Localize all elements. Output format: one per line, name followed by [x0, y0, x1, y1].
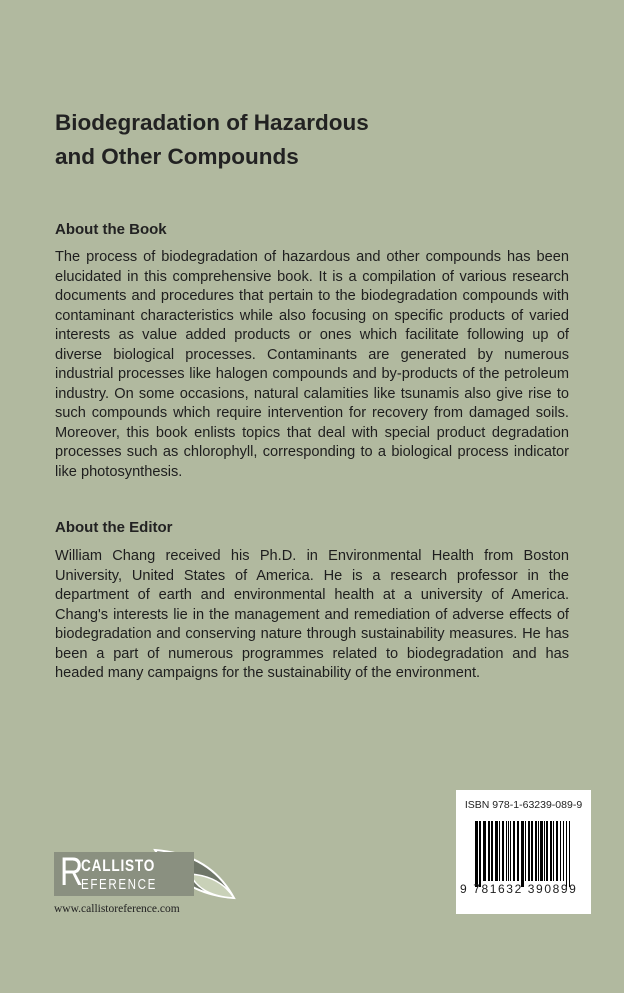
barcode-digits: 9 781632 390899 [460, 882, 578, 896]
about-book-heading: About the Book [55, 221, 167, 238]
barcode-bar [540, 821, 543, 881]
publisher-logo [54, 852, 194, 896]
title-line-1: Biodegradation of Hazardous [55, 110, 369, 135]
logo-r: R [60, 850, 84, 894]
barcode-bar [495, 821, 498, 881]
barcode-bar [491, 821, 493, 881]
barcode-bar [544, 821, 545, 881]
barcode-bar [510, 821, 511, 881]
publisher-url: www.callistoreference.com [54, 903, 180, 915]
title-line-2: and Other Compounds [55, 144, 299, 169]
barcode-bar [531, 821, 533, 881]
barcode-bar [560, 821, 561, 881]
barcode-bar [538, 821, 539, 881]
about-book-text: The process of biodegradation of hazardous and other compounds has been elucidated in this comprehensive book. It is a compilation of various research documents and procedures that pertain to the biodegradation compounds with contaminant characteristics while also focusing on specific products of varied interests as value added products or ones which facilitate following up of diverse biological processes. Contaminants are generated by numerous industrial processes like halogen compounds and by-products of the petroleum industry. On some occasions, natural calamities like tsunamis also give rise to such compounds which require intervention for recovery from damaged soils. Moreover, this book enlists topics that deal with special product degradation processes such as chlorophyll, corresponding to a biological process indicator like photosynthesis. [55, 249, 569, 480]
barcode-bar [546, 821, 548, 881]
barcode-bar [517, 821, 519, 881]
barcode-bar [550, 821, 552, 881]
barcode-bar [569, 821, 570, 887]
barcode-bar [525, 821, 526, 881]
barcode-bar [475, 821, 478, 887]
barcode-bar [488, 821, 490, 881]
barcode-bar [535, 821, 537, 881]
barcode-bar [513, 821, 515, 881]
barcode-bar [483, 821, 486, 881]
barcode-bar [556, 821, 558, 881]
barcode-bar [508, 821, 509, 881]
book-title [55, 106, 369, 174]
isbn-barcode-box [456, 790, 591, 914]
barcode-bar [563, 821, 564, 881]
barcode-bar [502, 821, 504, 881]
barcode [475, 821, 573, 887]
about-editor-text: William Chang received his Ph.D. in Environmental Health from Boston University, United States of America. He is a research professor in the department of earth and environmental health at a university of America. Chang's interests lie in the management and remediation of adverse effects of biodegradation and conserving nature through sustainability measures. He has been a part of numerous programmes related to biodegradation and has headed many campaigns for the sustainability of the environment. [55, 548, 569, 681]
about-editor-heading: About the Editor [55, 519, 173, 536]
isbn-label: ISBN 978-1-63239-089-9 [464, 799, 583, 811]
barcode-bar [566, 821, 567, 887]
barcode-bar [499, 821, 500, 881]
logo-eference: EFERENCE [81, 877, 157, 893]
barcode-bar [479, 821, 481, 887]
logo-callisto: CALLISTO [81, 856, 156, 875]
barcode-bar [506, 821, 507, 881]
barcode-bar [521, 821, 524, 887]
barcode-bar [528, 821, 530, 881]
barcode-bar [553, 821, 554, 881]
